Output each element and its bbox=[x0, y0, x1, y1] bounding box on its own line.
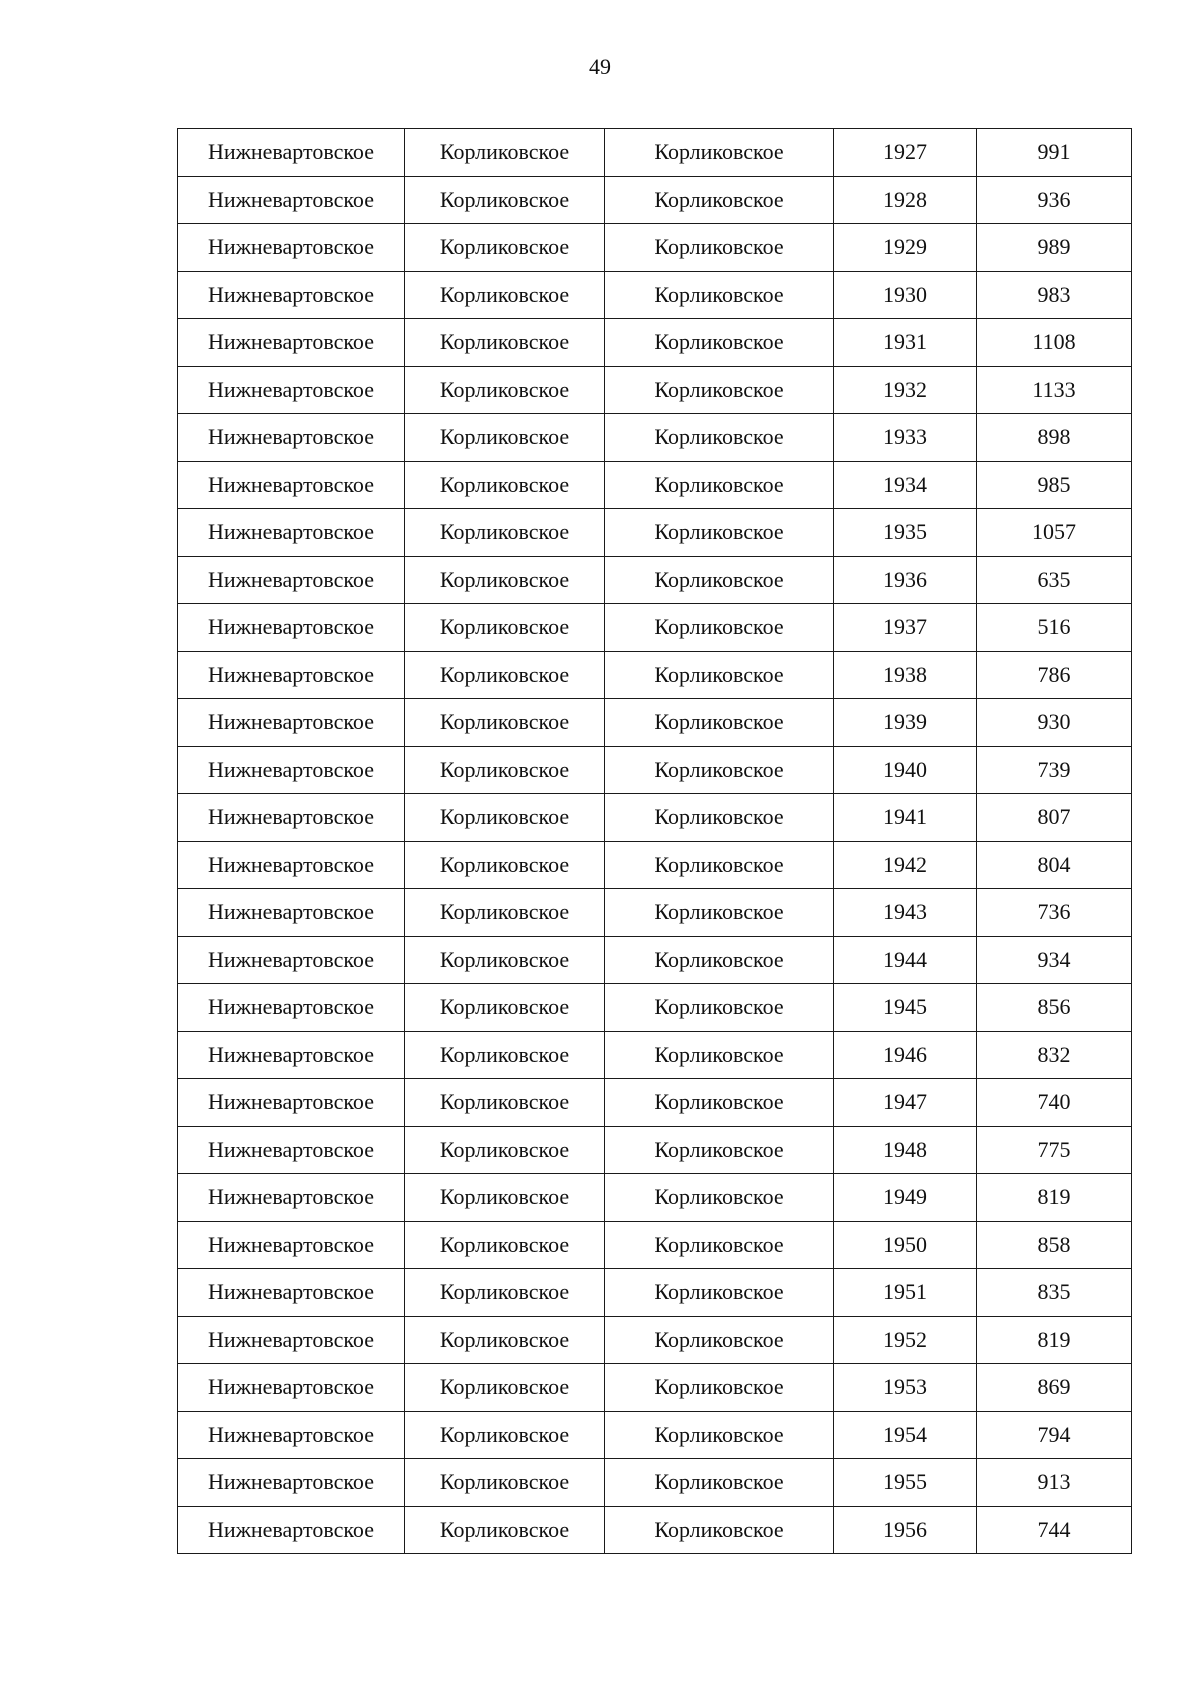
field-cell: Корликовское bbox=[605, 699, 834, 747]
region-cell: Нижневартовское bbox=[178, 366, 405, 414]
field-cell: Корликовское bbox=[405, 1269, 605, 1317]
value-cell: 936 bbox=[977, 176, 1132, 224]
table-row bbox=[178, 1031, 1132, 1079]
field-cell: Корликовское bbox=[605, 746, 834, 794]
value-cell: 832 bbox=[977, 1031, 1132, 1079]
table-row bbox=[178, 1126, 1132, 1174]
value-cell: 819 bbox=[977, 1316, 1132, 1364]
year-cell: 1933 bbox=[834, 414, 977, 462]
value-cell: 819 bbox=[977, 1174, 1132, 1222]
table-row bbox=[178, 129, 1132, 177]
field-cell: Корликовское bbox=[405, 1411, 605, 1459]
year-cell: 1936 bbox=[834, 556, 977, 604]
table-row bbox=[178, 1316, 1132, 1364]
region-cell: Нижневартовское bbox=[178, 1269, 405, 1317]
year-cell: 1940 bbox=[834, 746, 977, 794]
value-cell: 744 bbox=[977, 1506, 1132, 1554]
value-cell: 835 bbox=[977, 1269, 1132, 1317]
year-cell: 1948 bbox=[834, 1126, 977, 1174]
year-cell: 1954 bbox=[834, 1411, 977, 1459]
table-row bbox=[178, 746, 1132, 794]
value-cell: 804 bbox=[977, 841, 1132, 889]
field-cell: Корликовское bbox=[605, 414, 834, 462]
field-cell: Корликовское bbox=[605, 936, 834, 984]
field-cell: Корликовское bbox=[605, 224, 834, 272]
region-cell: Нижневартовское bbox=[178, 176, 405, 224]
field-cell: Корликовское bbox=[405, 1316, 605, 1364]
field-cell: Корликовское bbox=[605, 889, 834, 937]
year-cell: 1928 bbox=[834, 176, 977, 224]
field-cell: Корликовское bbox=[405, 604, 605, 652]
field-cell: Корликовское bbox=[405, 1031, 605, 1079]
region-cell: Нижневартовское bbox=[178, 1174, 405, 1222]
value-cell: 869 bbox=[977, 1364, 1132, 1412]
field-cell: Корликовское bbox=[405, 1126, 605, 1174]
value-cell: 516 bbox=[977, 604, 1132, 652]
table-row bbox=[178, 271, 1132, 319]
field-cell: Корликовское bbox=[605, 1174, 834, 1222]
table-row bbox=[178, 604, 1132, 652]
field-cell: Корликовское bbox=[605, 1269, 834, 1317]
region-cell: Нижневартовское bbox=[178, 1411, 405, 1459]
year-cell: 1950 bbox=[834, 1221, 977, 1269]
region-cell: Нижневартовское bbox=[178, 1126, 405, 1174]
field-cell: Корликовское bbox=[605, 1364, 834, 1412]
table-row bbox=[178, 1079, 1132, 1127]
field-cell: Корликовское bbox=[405, 984, 605, 1032]
year-cell: 1955 bbox=[834, 1459, 977, 1507]
field-cell: Корликовское bbox=[405, 319, 605, 367]
region-cell: Нижневартовское bbox=[178, 841, 405, 889]
region-cell: Нижневартовское bbox=[178, 651, 405, 699]
field-cell: Корликовское bbox=[405, 1459, 605, 1507]
region-cell: Нижневартовское bbox=[178, 1079, 405, 1127]
region-cell: Нижневартовское bbox=[178, 1364, 405, 1412]
region-cell: Нижневартовское bbox=[178, 1459, 405, 1507]
year-cell: 1951 bbox=[834, 1269, 977, 1317]
field-cell: Корликовское bbox=[605, 509, 834, 557]
year-cell: 1953 bbox=[834, 1364, 977, 1412]
field-cell: Корликовское bbox=[605, 1221, 834, 1269]
year-cell: 1949 bbox=[834, 1174, 977, 1222]
value-cell: 898 bbox=[977, 414, 1132, 462]
field-cell: Корликовское bbox=[405, 699, 605, 747]
field-cell: Корликовское bbox=[405, 1079, 605, 1127]
table-row bbox=[178, 1269, 1132, 1317]
year-cell: 1932 bbox=[834, 366, 977, 414]
table-row bbox=[178, 414, 1132, 462]
value-cell: 736 bbox=[977, 889, 1132, 937]
region-cell: Нижневартовское bbox=[178, 604, 405, 652]
value-cell: 794 bbox=[977, 1411, 1132, 1459]
region-cell: Нижневартовское bbox=[178, 1031, 405, 1079]
field-cell: Корликовское bbox=[605, 319, 834, 367]
year-cell: 1945 bbox=[834, 984, 977, 1032]
field-cell: Корликовское bbox=[605, 129, 834, 177]
year-cell: 1929 bbox=[834, 224, 977, 272]
field-cell: Корликовское bbox=[405, 1174, 605, 1222]
field-cell: Корликовское bbox=[605, 604, 834, 652]
table-row bbox=[178, 1221, 1132, 1269]
data-table bbox=[177, 128, 1132, 1554]
value-cell: 930 bbox=[977, 699, 1132, 747]
field-cell: Корликовское bbox=[605, 271, 834, 319]
field-cell: Корликовское bbox=[605, 1079, 834, 1127]
region-cell: Нижневартовское bbox=[178, 889, 405, 937]
value-cell: 985 bbox=[977, 461, 1132, 509]
table-row bbox=[178, 889, 1132, 937]
table-row bbox=[178, 984, 1132, 1032]
field-cell: Корликовское bbox=[605, 841, 834, 889]
table-row bbox=[178, 461, 1132, 509]
region-cell: Нижневартовское bbox=[178, 414, 405, 462]
value-cell: 807 bbox=[977, 794, 1132, 842]
year-cell: 1939 bbox=[834, 699, 977, 747]
region-cell: Нижневартовское bbox=[178, 224, 405, 272]
field-cell: Корликовское bbox=[605, 1126, 834, 1174]
field-cell: Корликовское bbox=[405, 889, 605, 937]
value-cell: 1057 bbox=[977, 509, 1132, 557]
value-cell: 934 bbox=[977, 936, 1132, 984]
field-cell: Корликовское bbox=[405, 176, 605, 224]
table-row bbox=[178, 176, 1132, 224]
field-cell: Корликовское bbox=[605, 1316, 834, 1364]
field-cell: Корликовское bbox=[405, 224, 605, 272]
region-cell: Нижневартовское bbox=[178, 556, 405, 604]
table-row bbox=[178, 699, 1132, 747]
table-row bbox=[178, 556, 1132, 604]
year-cell: 1931 bbox=[834, 319, 977, 367]
field-cell: Корликовское bbox=[605, 984, 834, 1032]
region-cell: Нижневартовское bbox=[178, 1506, 405, 1554]
field-cell: Корликовское bbox=[605, 1411, 834, 1459]
table-row bbox=[178, 841, 1132, 889]
table-row bbox=[178, 366, 1132, 414]
field-cell: Корликовское bbox=[605, 461, 834, 509]
year-cell: 1934 bbox=[834, 461, 977, 509]
field-cell: Корликовское bbox=[405, 746, 605, 794]
field-cell: Корликовское bbox=[605, 556, 834, 604]
field-cell: Корликовское bbox=[605, 794, 834, 842]
table-row bbox=[178, 1459, 1132, 1507]
field-cell: Корликовское bbox=[405, 841, 605, 889]
field-cell: Корликовское bbox=[405, 651, 605, 699]
year-cell: 1938 bbox=[834, 651, 977, 699]
region-cell: Нижневартовское bbox=[178, 746, 405, 794]
value-cell: 989 bbox=[977, 224, 1132, 272]
region-cell: Нижневартовское bbox=[178, 699, 405, 747]
field-cell: Корликовское bbox=[605, 366, 834, 414]
table-row bbox=[178, 936, 1132, 984]
year-cell: 1956 bbox=[834, 1506, 977, 1554]
region-cell: Нижневартовское bbox=[178, 461, 405, 509]
table-row bbox=[178, 651, 1132, 699]
year-cell: 1942 bbox=[834, 841, 977, 889]
table-row bbox=[178, 224, 1132, 272]
year-cell: 1941 bbox=[834, 794, 977, 842]
year-cell: 1930 bbox=[834, 271, 977, 319]
field-cell: Корликовское bbox=[605, 651, 834, 699]
field-cell: Корликовское bbox=[605, 1459, 834, 1507]
value-cell: 740 bbox=[977, 1079, 1132, 1127]
value-cell: 1108 bbox=[977, 319, 1132, 367]
field-cell: Корликовское bbox=[605, 176, 834, 224]
value-cell: 635 bbox=[977, 556, 1132, 604]
field-cell: Корликовское bbox=[405, 271, 605, 319]
region-cell: Нижневартовское bbox=[178, 271, 405, 319]
year-cell: 1944 bbox=[834, 936, 977, 984]
value-cell: 913 bbox=[977, 1459, 1132, 1507]
table-row bbox=[178, 509, 1132, 557]
region-cell: Нижневартовское bbox=[178, 1221, 405, 1269]
field-cell: Корликовское bbox=[405, 129, 605, 177]
region-cell: Нижневартовское bbox=[178, 319, 405, 367]
field-cell: Корликовское bbox=[405, 1506, 605, 1554]
field-cell: Корликовское bbox=[405, 461, 605, 509]
value-cell: 991 bbox=[977, 129, 1132, 177]
year-cell: 1947 bbox=[834, 1079, 977, 1127]
field-cell: Корликовское bbox=[605, 1031, 834, 1079]
value-cell: 856 bbox=[977, 984, 1132, 1032]
region-cell: Нижневартовское bbox=[178, 984, 405, 1032]
table-row bbox=[178, 1411, 1132, 1459]
region-cell: Нижневартовское bbox=[178, 1316, 405, 1364]
field-cell: Корликовское bbox=[405, 1221, 605, 1269]
field-cell: Корликовское bbox=[405, 366, 605, 414]
field-cell: Корликовское bbox=[405, 1364, 605, 1412]
table-row bbox=[178, 319, 1132, 367]
region-cell: Нижневартовское bbox=[178, 936, 405, 984]
value-cell: 858 bbox=[977, 1221, 1132, 1269]
table-row bbox=[178, 794, 1132, 842]
field-cell: Корликовское bbox=[405, 556, 605, 604]
region-cell: Нижневартовское bbox=[178, 794, 405, 842]
field-cell: Корликовское bbox=[605, 1506, 834, 1554]
value-cell: 786 bbox=[977, 651, 1132, 699]
value-cell: 775 bbox=[977, 1126, 1132, 1174]
table-row bbox=[178, 1174, 1132, 1222]
table-body bbox=[178, 129, 1132, 1554]
page-number: 49 bbox=[589, 54, 611, 79]
table-row bbox=[178, 1364, 1132, 1412]
field-cell: Корликовское bbox=[405, 794, 605, 842]
value-cell: 1133 bbox=[977, 366, 1132, 414]
year-cell: 1946 bbox=[834, 1031, 977, 1079]
value-cell: 739 bbox=[977, 746, 1132, 794]
region-cell: Нижневартовское bbox=[178, 509, 405, 557]
value-cell: 983 bbox=[977, 271, 1132, 319]
region-cell: Нижневартовское bbox=[178, 129, 405, 177]
year-cell: 1943 bbox=[834, 889, 977, 937]
field-cell: Корликовское bbox=[405, 414, 605, 462]
table-row bbox=[178, 1506, 1132, 1554]
field-cell: Корликовское bbox=[405, 509, 605, 557]
year-cell: 1952 bbox=[834, 1316, 977, 1364]
year-cell: 1937 bbox=[834, 604, 977, 652]
year-cell: 1927 bbox=[834, 129, 977, 177]
field-cell: Корликовское bbox=[405, 936, 605, 984]
year-cell: 1935 bbox=[834, 509, 977, 557]
